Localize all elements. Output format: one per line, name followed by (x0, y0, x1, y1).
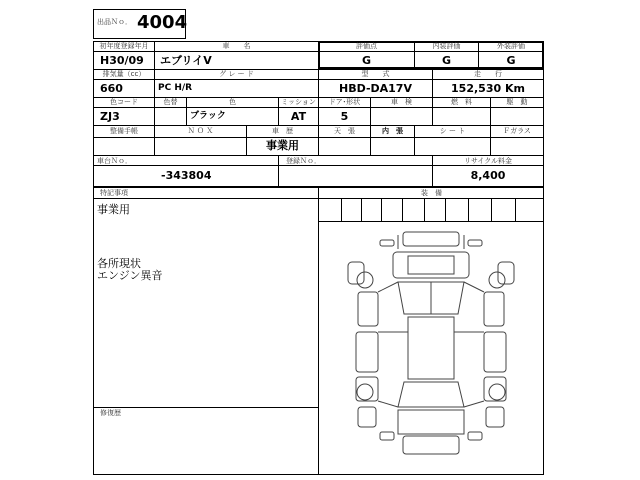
mileage-value: 152,530 Km (451, 82, 525, 95)
score-value: G (361, 54, 372, 67)
door-shape-label: ドア･形状 (328, 98, 361, 106)
reg-date-value: H30/09 (100, 54, 144, 67)
color-code-label: 色コード (110, 98, 138, 106)
door-count-value: 5 (340, 110, 349, 123)
fuel-label: 燃 料 (451, 98, 472, 106)
seat-label: シ ー ト (439, 127, 466, 135)
grade-value: PC H/R (158, 83, 193, 93)
interior-grade-label: 内装評価 (432, 42, 461, 50)
model-code-label: 型 式 (361, 70, 390, 78)
history-label: 車 歴 (272, 127, 293, 135)
note-line-3: エンジン異音 (97, 269, 163, 282)
car-name-label: 車 名 (222, 42, 251, 50)
displacement-label: 排気量（cc） (102, 70, 146, 78)
color-code-value: ZJ3 (100, 110, 120, 123)
recycle-fee-label: リサイクル料金 (463, 157, 513, 165)
lot-number-value: 4004 (137, 12, 188, 33)
exterior-grade-label: 外装評価 (497, 42, 525, 50)
car-name-value: エブリイV (160, 54, 212, 67)
drive-label: 駆 動 (506, 98, 528, 106)
mileage-label: 走 行 (474, 70, 502, 78)
mission-value: AT (290, 110, 307, 123)
history-value: 事業用 (266, 139, 299, 152)
color-value: ブラック (190, 111, 226, 121)
interior-grade-value: G (441, 54, 452, 67)
interior-trim-label: 内 張 (382, 127, 403, 135)
lot-number-label: 出品Ｎｏ． (97, 18, 132, 26)
special-notes-label: 特記事項 (100, 189, 128, 197)
maintenance-record-label: 整備手帳 (110, 127, 138, 135)
roof-lining-label: 天 張 (334, 127, 355, 135)
inspection-label: 車 検 (391, 98, 412, 106)
front-glass-label: Ｆガラス (503, 127, 531, 135)
exterior-grade-value: G (506, 54, 516, 67)
recycle-fee-value: 8,400 (470, 169, 506, 182)
reg-date-label: 初年度登録年月 (99, 42, 149, 50)
color-label: 色 (229, 98, 236, 106)
score-label: 評価点 (356, 42, 377, 50)
displacement-value: 660 (100, 82, 123, 95)
repair-history-label: 修復歴 (100, 409, 121, 417)
car-diagram-icon (318, 222, 544, 472)
note-line-1: 事業用 (97, 203, 130, 216)
nox-label: Ｎ Ｏ Ｘ (187, 127, 214, 135)
note-line-2: 各所現状 (97, 257, 141, 270)
equipment-label: 装 備 (421, 189, 442, 197)
color-change-label: 色替 (163, 98, 178, 106)
registration-number-label: 登録Ｎｏ． (286, 157, 321, 165)
chassis-number-label: 車台Ｎｏ． (97, 157, 132, 165)
grade-label: グ レ ー ド (219, 70, 254, 78)
mission-label: ミッション (281, 98, 316, 106)
model-code-value: HBD-DA17V (339, 82, 412, 95)
chassis-number-value: -343804 (161, 169, 212, 182)
